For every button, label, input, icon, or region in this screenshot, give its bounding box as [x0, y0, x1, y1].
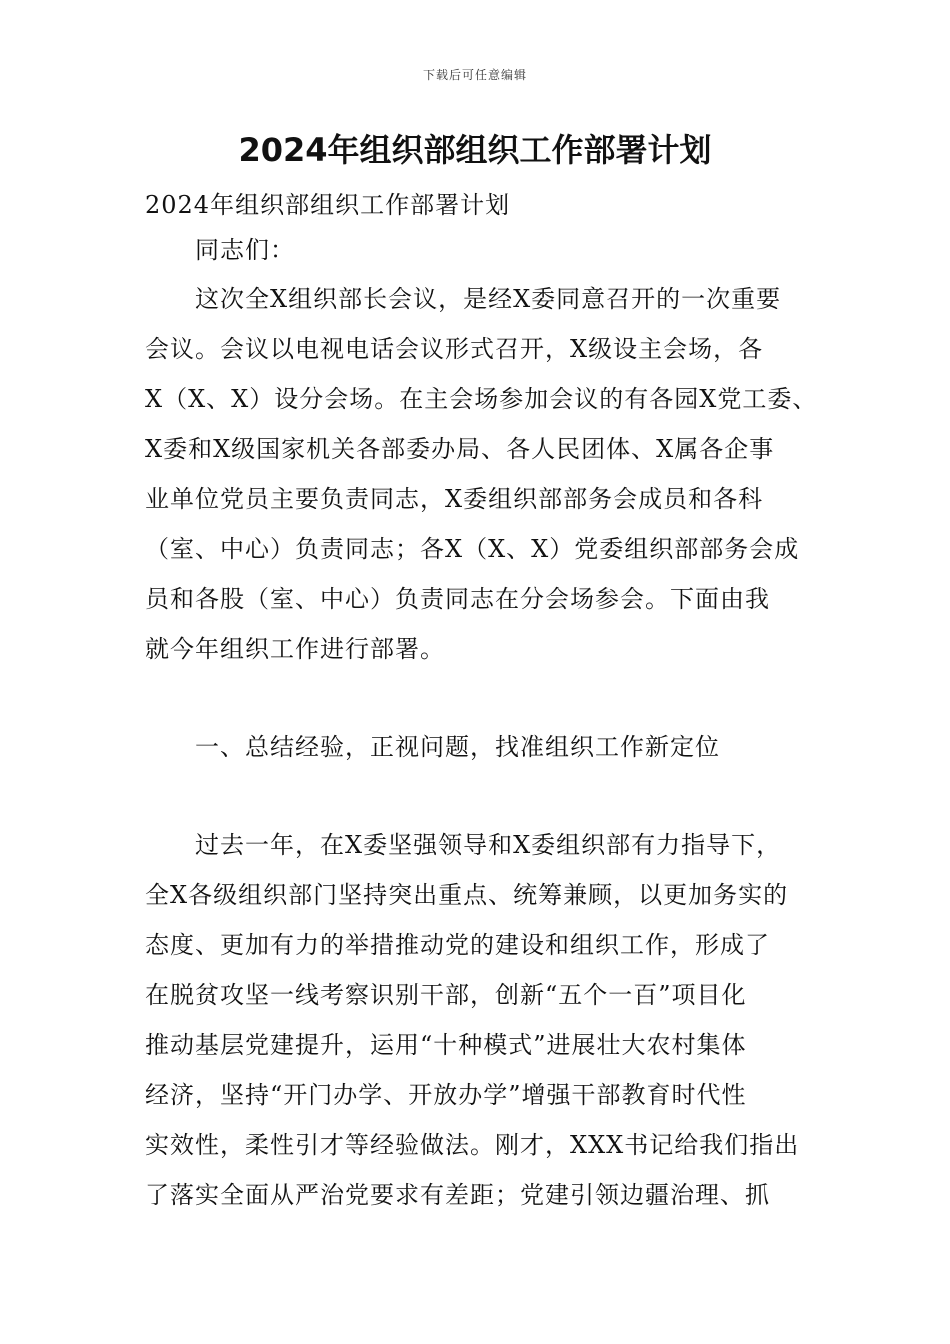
paragraph-line: 经济，坚持“开门办学、开放办学”增强干部教育时代性 [145, 1081, 747, 1109]
paragraph-line: 态度、更加有力的举措推动党的建设和组织工作，形成了 [145, 931, 770, 959]
paragraph-line: 业单位党员主要负责同志，X委组织部部务会成员和各科 [145, 485, 764, 513]
paragraph-line: 推动基层党建提升，运用“十种模式”进展壮大农村集体 [145, 1031, 747, 1059]
section-heading-text: 一、总结经验，正视问题，找准组织工作新定位 [195, 733, 720, 761]
section-1-heading [145, 722, 813, 772]
header-note: 下载后可任意编辑 [422, 68, 527, 82]
paragraph-line: 全X各级组织部门坚持突出重点、统筹兼顾，以更加务实的 [145, 881, 789, 909]
paragraph-line: 实效性，柔性引才等经验做法。刚才，XXX书记给我们指出 [145, 1131, 800, 1159]
document-title: 2024年组织部组织工作部署计划 [238, 131, 712, 169]
paragraph-line: 会议。会议以电视电话会议形式召开，X级设主会场，各 [145, 335, 764, 363]
paragraph-2 [145, 820, 813, 1220]
subtitle-line [145, 180, 813, 230]
paragraph-line: X委和X级国家机关各部委办局、各人民团体、X属各企事 [145, 435, 775, 463]
paragraph-line: 过去一年，在X委坚强领导和X委组织部有力指导下， [195, 831, 782, 859]
paragraph-line: 了落实全面从严治党要求有差距；党建引领边疆治理、抓 [145, 1181, 770, 1209]
paragraph-line: （室、中心）负责同志；各X（X、X）党委组织部部务会成 [145, 535, 800, 563]
paragraph-line: 在脱贫攻坚一线考察识别干部，创新“五个一百”项目化 [145, 981, 747, 1009]
paragraph-line: 就今年组织工作进行部署。 [145, 635, 445, 663]
salutation [145, 225, 813, 275]
paragraph-line: 这次全X组织部长会议，是经X委同意召开的一次重要 [195, 285, 782, 313]
paragraph-line: 员和各股（室、中心）负责同志在分会场参会。下面由我 [145, 585, 770, 613]
salutation-text: 同志们： [195, 236, 295, 264]
paragraph-1 [145, 274, 818, 674]
paragraph-line: X（X、X）设分会场。在主会场参加会议的有各园X党工委、 [145, 385, 818, 413]
subtitle-text: 2024年组织部组织工作部署计划 [145, 191, 511, 219]
